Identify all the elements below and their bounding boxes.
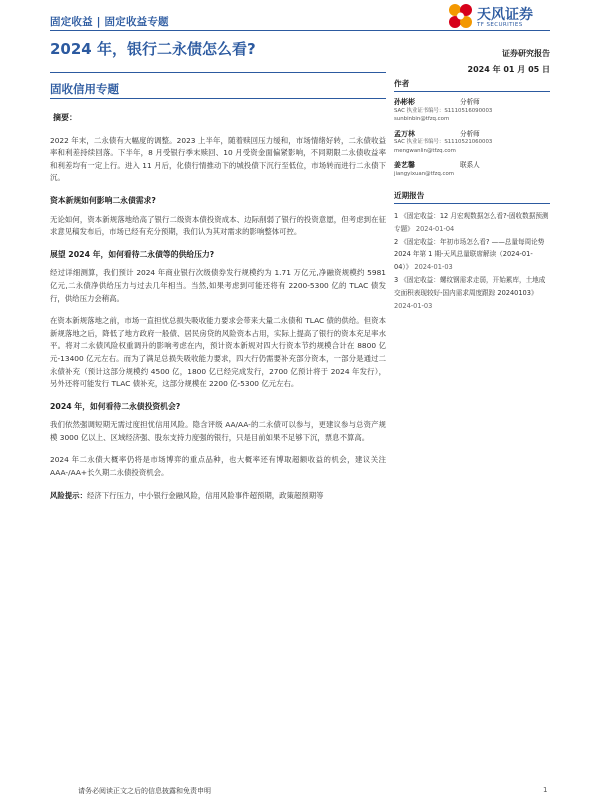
section-heading-supply: 展望 2024 年，如何看待二永债等的供给压力? bbox=[50, 249, 215, 259]
risk-warning bbox=[50, 490, 386, 503]
footer-disclaimer: 请务必阅读正文之后的信息披露和免责申明 bbox=[78, 787, 211, 795]
recent-report-title[interactable]: 1 《固定收益：12 月宏观数据怎么看?-固收数据预测专题》 bbox=[394, 212, 549, 233]
report-topic: 固收信用专题 bbox=[50, 82, 119, 96]
authors-label: 作者 bbox=[394, 79, 410, 88]
recent-report-title[interactable]: 2 《固定收益：年初市场怎么看? ——总量每周论势 2024 年第 1 期-天风总量联席解读（2024-01-04）》 bbox=[394, 237, 545, 272]
page-number: 1 bbox=[543, 786, 548, 794]
recent-report-item[interactable] bbox=[394, 274, 550, 312]
sidebar bbox=[394, 78, 550, 312]
recent-rule bbox=[394, 203, 550, 204]
page-title: 2024 年，银行二永债怎么看? bbox=[50, 40, 256, 58]
risk-label: 风险提示： bbox=[50, 490, 87, 500]
header-rule bbox=[50, 30, 550, 31]
analyst-role: 分析师 bbox=[460, 98, 480, 106]
intro-paragraph: 2022 年末，二永债有大幅度的调整。2023 上半年，随着赎回压力缓和，市场情绪好转，二永债收益率和利差持续回落。下半年，8 月受银行季末赎回、10 月受资金面偏紧影响，不同期限二永债收益率和利差均有一定上行。进入 11 月后，化债行情推动下的城投债下沉行至低位，市场转而进行二永债下沉。 bbox=[50, 135, 386, 183]
recent-report-item[interactable] bbox=[394, 210, 550, 236]
investment-paragraph-2: 2024 年二永债大概率仍将是市场博弈的重点品种，也大概率还有博取超额收益的机会，建议关注 AAA-/AA+长久期二永债投资机会。 bbox=[50, 455, 386, 478]
recent-report-title[interactable]: 3 《固定收益：螺纹钢需求走弱，开始累库，土地成交面积表现较好-国内需求周度跟踪 20240103》 bbox=[394, 275, 546, 297]
analyst-card bbox=[394, 130, 550, 156]
tf-logo-icon bbox=[446, 2, 474, 30]
report-type: 证券研究报告 bbox=[502, 49, 550, 58]
analyst-email[interactable]: sunbinbin@tfzq.com bbox=[394, 116, 450, 122]
recent-reports bbox=[394, 190, 550, 312]
report-body bbox=[50, 104, 386, 512]
summary-label: 摘要： bbox=[53, 113, 77, 122]
analyst-email[interactable]: mengwanlin@tfzq.com bbox=[394, 147, 456, 154]
analyst-role: 联系人 bbox=[460, 161, 480, 169]
analyst-name: 姜艺馨 bbox=[394, 161, 415, 169]
analyst-card bbox=[394, 98, 550, 124]
recent-label: 近期报告 bbox=[394, 191, 425, 200]
analyst-sac: SAC 执业证书编号：S1110516090003 bbox=[394, 107, 493, 114]
recent-report-date: 2024-01-03 bbox=[394, 301, 433, 310]
report-date: 2024 年 01 月 05 日 bbox=[467, 65, 550, 74]
analyst-sac: SAC 执业证书编号：S1110521060003 bbox=[394, 139, 493, 145]
analyst-email[interactable]: jiangyixuan@tfzq.com bbox=[394, 170, 455, 177]
logo-name-en: TF SECURITIES bbox=[477, 22, 523, 28]
investment-paragraph-1: 我们依然强调短期无需过度担忧信用风险。隐含评级 AA/AA-的二永债可以参与，更建议参与总资产规模 3000 亿以上、区域经济强、股东支持力度强的银行，只是目前如果不足够下沉，票息不算高。 bbox=[50, 420, 386, 442]
report-category: 固定收益 | 固定收益专题 bbox=[50, 16, 169, 28]
section-heading-investment: 2024 年，如何看待二永债投资机会? bbox=[50, 401, 181, 411]
analyst-role: 分析师 bbox=[460, 129, 480, 138]
recent-report-date: 2024-01-04 bbox=[415, 224, 455, 233]
section-heading-demand: 资本新规如何影响二永债需求? bbox=[50, 195, 156, 205]
analyst-card bbox=[394, 161, 550, 178]
logo-name-cn: 天风证券 bbox=[477, 7, 533, 23]
title-rule bbox=[50, 72, 386, 73]
supply-paragraph-2: 在资本新规落地之前，市场一直担忧总损失吸收能力要求会带来大量二永债和 TLAC 债的供给。但资本新规落地之后，降低了地方政府一般债、居民房贷的风险资本占用，实际上提高了银行的资本充足率水平。将对二永债风险权重调升的影响考虑在内，预计资本新规对四大行资本节约规模合计在 8800 亿元-13400 亿元左右。而为了满足总损失吸收能力要求，四大行仍需要补充部分资本，一部分是通过二永债补充（预计这部分规模约 4500 亿，1800 亿已经完成发行，2700 亿预计将于 2024 年发行），另外还将可能发行 TLAC 债补充，这部分规模在 2200 亿-5300 亿元左右。 bbox=[50, 316, 386, 389]
analyst-name: 孙彬彬 bbox=[394, 98, 415, 106]
authors-rule bbox=[394, 91, 550, 92]
analyst-name: 孟万林 bbox=[394, 129, 415, 138]
topic-rule bbox=[50, 98, 386, 99]
demand-paragraph: 无论如何，资本新规落地给高了银行二级资本债投资成本、边际削弱了银行的投资意愿，但考虑到在征求意见稿发布后，市场已经有充分预期，我们认为其对需求的影响整体可控。 bbox=[50, 214, 386, 237]
recent-report-date: 2024-01-03 bbox=[414, 263, 453, 272]
risk-text: 经济下行压力，中小银行金融风险，信用风险事件超预期，政策超预期等 bbox=[86, 490, 324, 500]
supply-paragraph-1: 经过详细测算，我们预计 2024 年商业银行次级债券发行规模约为 1.71 万亿元,净融资规模约 5981 亿元,二永债净供给压力与过去几年相当。当然,如果考虑到可能还将有 2200-5300 亿的 TLAC 债发行，供给压力会稍高。 bbox=[50, 268, 386, 303]
recent-report-item[interactable] bbox=[394, 236, 550, 274]
